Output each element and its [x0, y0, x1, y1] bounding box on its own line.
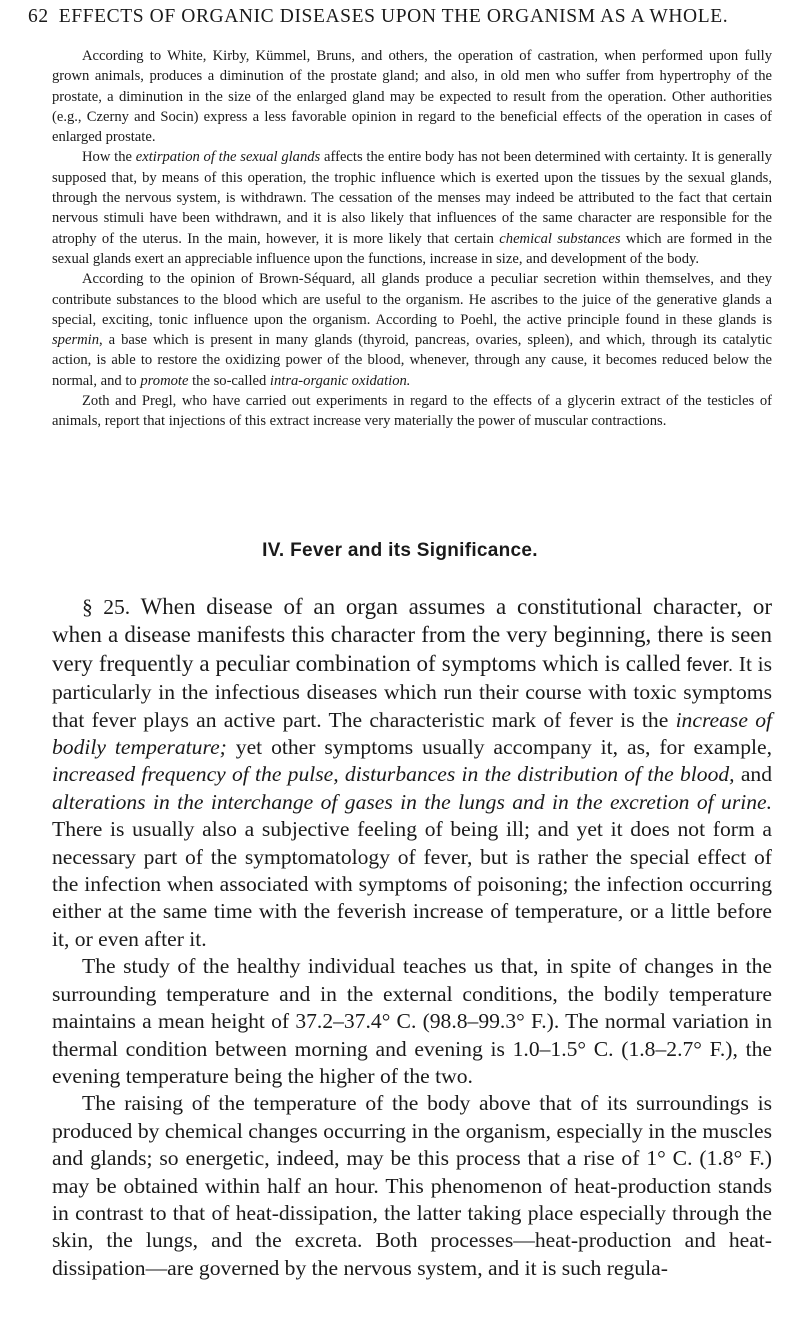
paragraph-brown-sequard: According to the opinion of Brown-Séquard, all glands produce a peculiar secretion within themselves, and they contribute substances to the blood which are useful to the organism. He ascribes to the juice of the generative glands a special, exciting, tonic influence upon the organism. According to Poehl, the active principle found in these glands is spermin, a base which is present in many glands (thyroid, pancreas, ovaries, spleen), and which, through its catalytic action, is able to restore the oxidizing power of the blood, whenever, through any cause, it becomes reduced below the normal, and to promote the so-called intra-organic oxidation. — [52, 271, 772, 389]
emphasis-alterations: alterations in the interchange of gases in the lungs and in the excretion of urine. — [52, 789, 772, 814]
emphasis-extirpation: extirpation of the sexual glands — [135, 149, 321, 166]
paragraph-zoth-pregl: Zoth and Pregl, who have carried out experiments in regard to the effects of a glycerin extract of the testicles of animals, report that injections of this extract increase very materially the power of muscular contractions. — [52, 393, 772, 430]
paragraph-heat-production: The raising of the temperature of the body above that of its surroundings is produced by chemical changes occurring in the organism, especially in the muscles and glands; so energetic, indeed, may be this process that a rise of 1° C. (1.8° F.) may be obtained within half an hour. This phenomenon of heat-production stands in contrast to that of heat-dissipation, the latter taking place especially through the skin, the lungs, and the excreta. Both processes—heat-production and heat-dissipation—are governed by the nervous system, and it is such regula- — [52, 1091, 772, 1280]
running-title: EFFECTS OF ORGANIC DISEASES UPON THE ORGANISM AS A WHOLE. — [58, 6, 729, 27]
emphasis-temperature: increase of bodily temperature; — [52, 707, 772, 760]
section-heading: IV. Fever and its Significance. — [262, 540, 538, 561]
emphasis-pulse: increased frequency of the pulse, disturbances in the distribution of the blood, — [52, 762, 735, 787]
emphasis-intra-organic-oxidation: intra-organic oxidation. — [269, 372, 411, 389]
emphasis-spermin: spermin — [52, 332, 100, 349]
paragraph-healthy-temperature: The study of the healthy individual teaches us that, in spite of changes in the surrounding temperature and in the external conditions, the bodily temperature maintains a mean height of 37.2–37.4° C. (98.8–99.3° F.). The normal variation in thermal condition between morning and evening is 1.0–1.5° C. (1.8–2.7° F.), the evening temperature being the higher of the two. — [52, 954, 772, 1088]
main-text-section — [52, 593, 772, 1282]
section-number: § 25. — [82, 595, 131, 619]
term-fever: fever. — [686, 654, 734, 676]
emphasis-promote: promote — [140, 372, 189, 389]
paragraph-castration: According to White, Kirby, Kümmel, Bruns, and others, the operation of castration, when performed upon fully grown animals, produces a diminution of the prostate gland; and also, in old men who suffer from hypertrophy of the prostate, a diminution in the size of the enlarged gland may be expected to result from the operation. Other authorities (e.g., Czerny and Socin) express a less favorable opinion in regard to the beneficial effects of the operation in cases of enlarged prostate. — [52, 48, 772, 146]
emphasis-chemical-substances: chemical substances — [499, 230, 621, 247]
small-print-section — [52, 46, 772, 432]
running-head — [28, 6, 772, 28]
paragraph-fever-definition: § 25. When disease of an organ assumes a constitutional character, or when a disease manifests this character from the very beginning, there is seen very frequently a peculiar combination of symptoms which is called fever. It is particularly in the infectious diseases which run their course with toxic symptoms that fever plays an active part. The characteristic mark of fever is the increase of bodily temperature; yet other symptoms usually accompany it, as, for example, increased frequency of the pulse, disturbances in the distribution of the blood, and alterations in the interchange of gases in the lungs and in the excretion of urine. There is usually also a subjective feeling of being ill; and yet it does not form a necessary part of the symptomatology of fever, but is rather the special effect of the infection when associated with symptoms of poisoning; the infection occurring either at the same time with the feverish increase of temperature, or a little before it, or even after it. — [52, 594, 772, 951]
page-number: 62 — [28, 6, 49, 27]
paragraph-extirpation: How the extirpation of the sexual glands affects the entire body has not been determined with certainty. It is generally supposed that, by means of this operation, the trophic influence which is exerted upon the tissues by the sexual glands, through the nervous system, is withdrawn. The cessation of the menses may indeed be attributed to the fact that certain nervous stimuli have been withdrawn, and it is also likely that influences of the same character are responsible for the atrophy of the uterus. In the main, however, it is more likely that certain chemical substances which are formed in the sexual glands exert an appreciable influence upon the functions, increase in size, and development of the body. — [52, 149, 773, 267]
